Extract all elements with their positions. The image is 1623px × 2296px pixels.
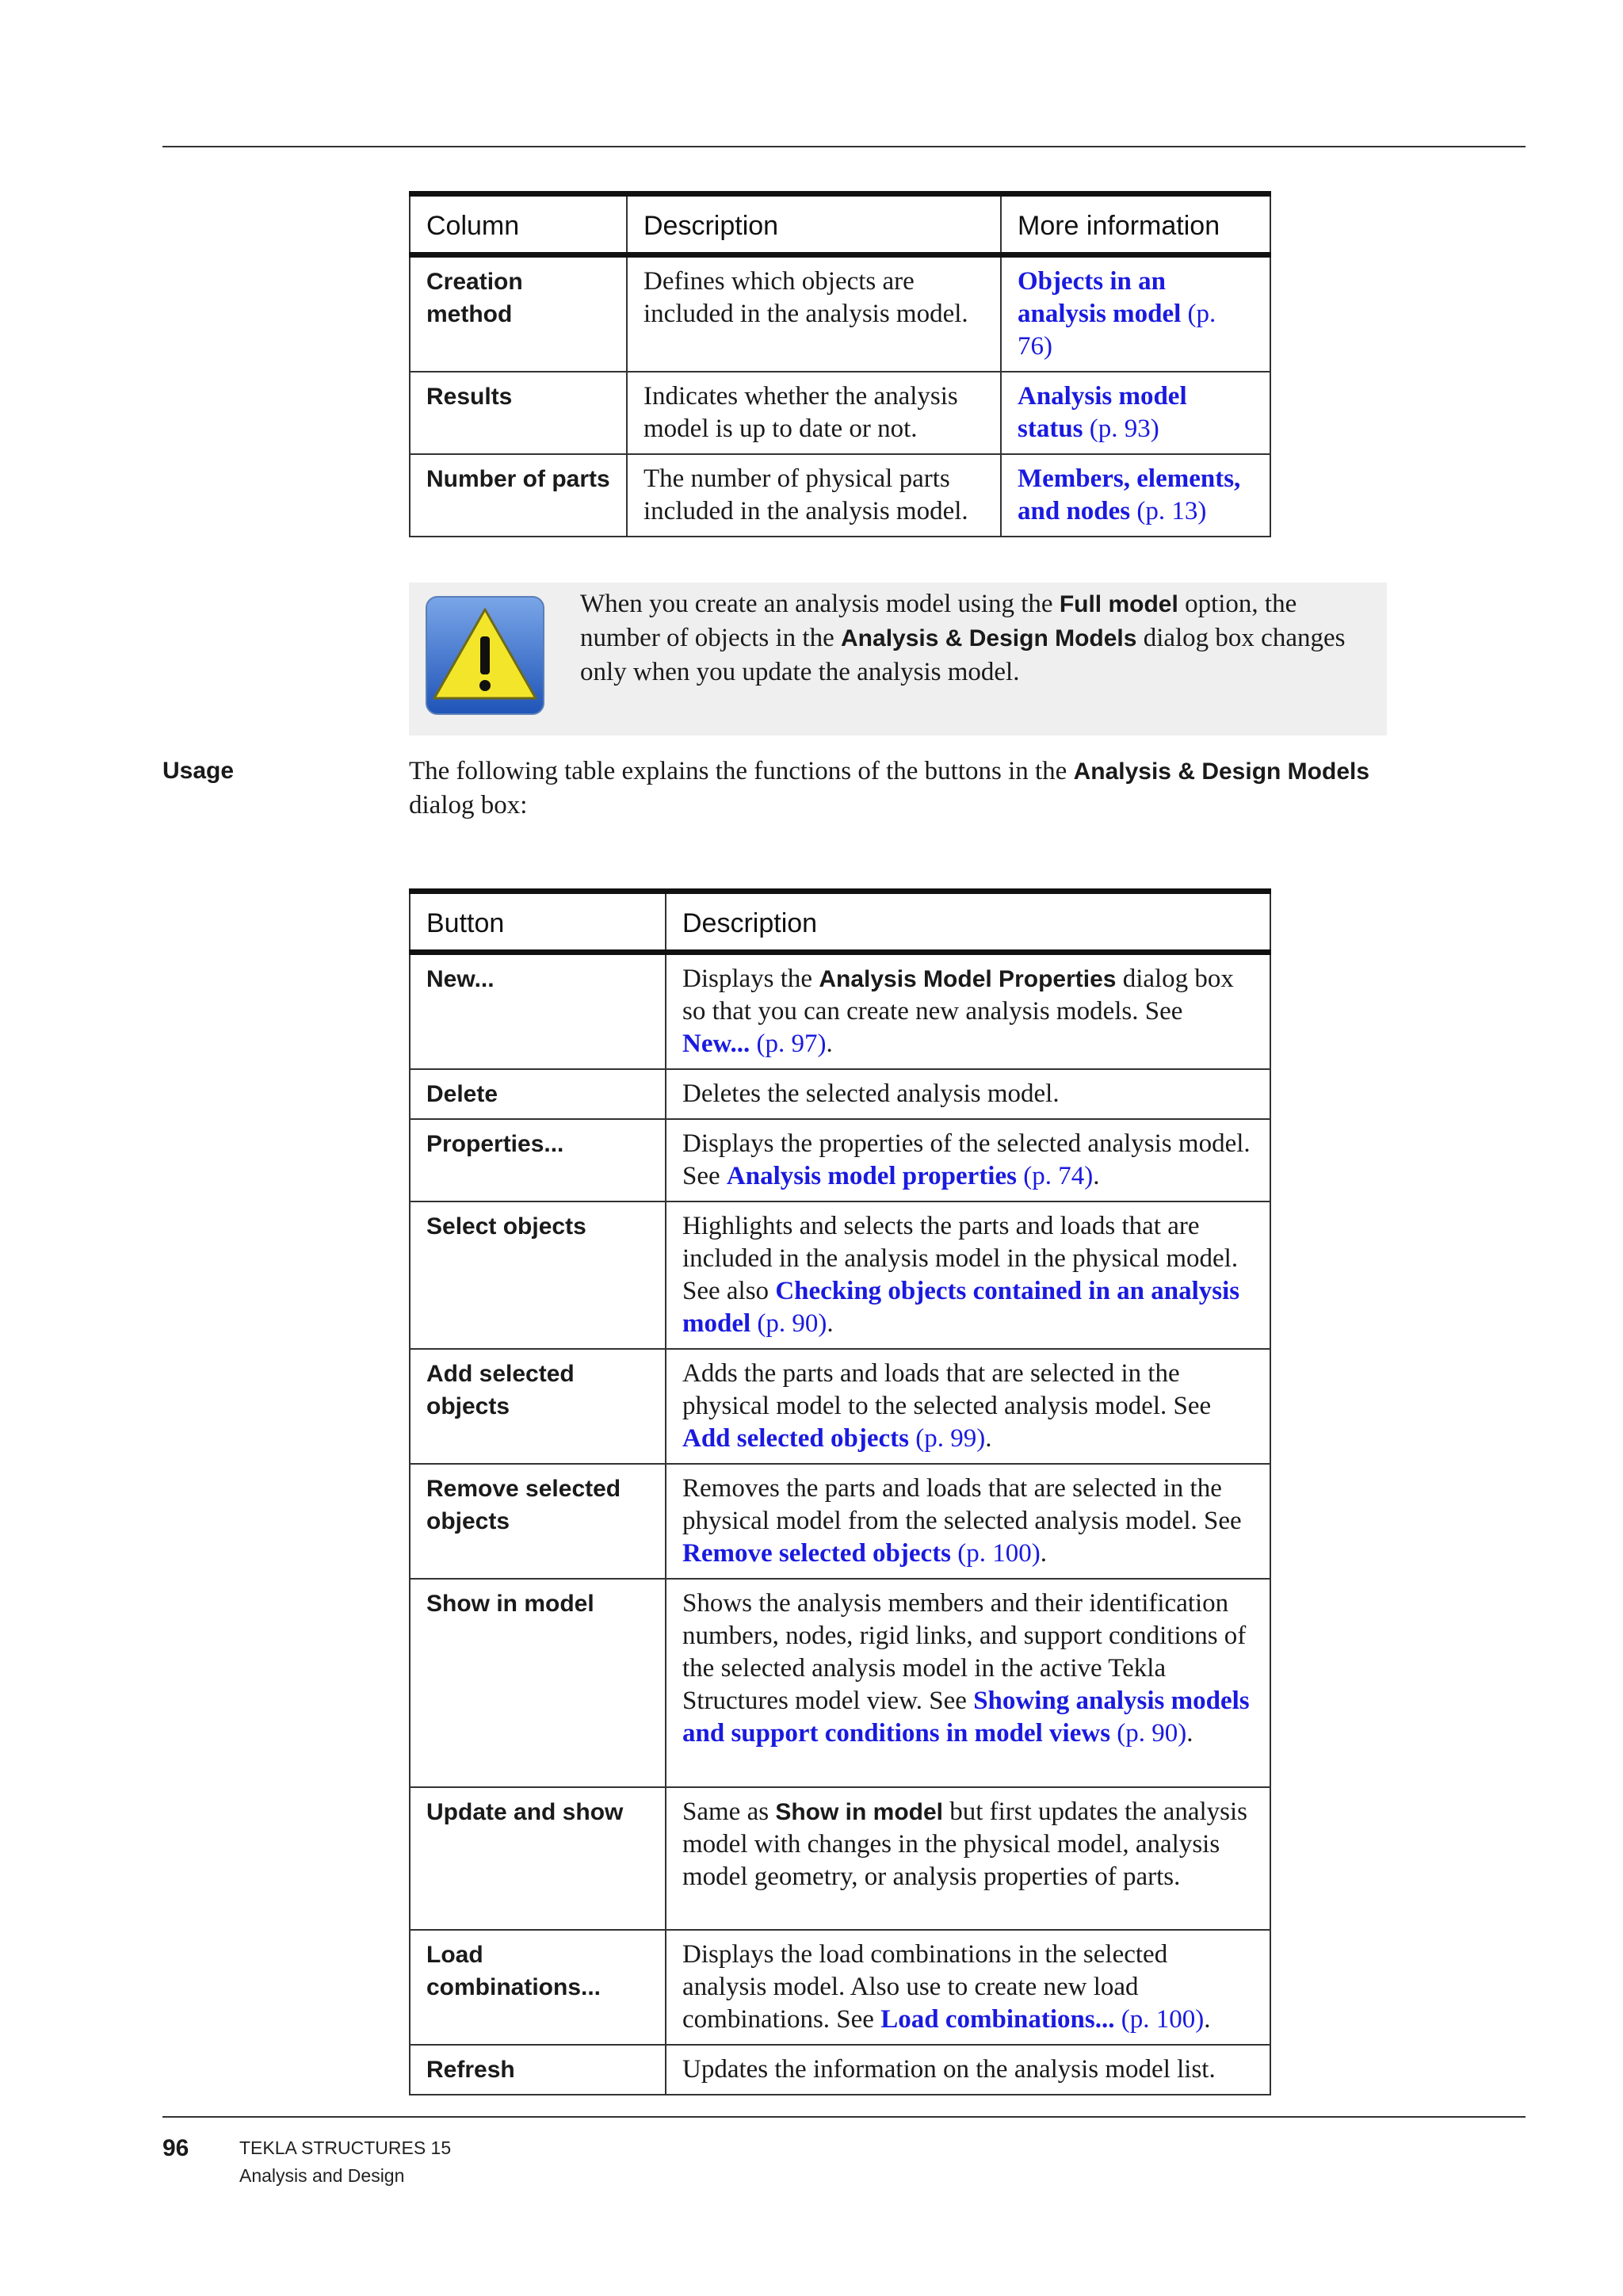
row-description: Removes the parts and loads that are selected in the physical model from the selected analysis model. See Remove selected objects (p. 100). (666, 1464, 1270, 1579)
button-header: Button (410, 892, 666, 953)
cross-reference-link[interactable]: Load combinations... (p. 100) (880, 2005, 1205, 2034)
row-key: Load combinations... (410, 1930, 666, 2045)
footer-section: Analysis and Design (239, 2165, 405, 2186)
table-row (410, 1069, 1270, 1119)
row-key: Show in model (410, 1579, 666, 1787)
buttons-table (409, 888, 1271, 2095)
usage-paragraph: The following table explains the functions of the buttons in the Analysis & Design Models dialog box: (409, 757, 1370, 819)
table-row (410, 2045, 1270, 2095)
page-number: 96 (162, 2135, 189, 2161)
row-description: Displays the Analysis Model Properties dialog box so that you can create new analysis models. See New... (p. 97). (666, 953, 1270, 1070)
more-information-header: More information (1001, 194, 1270, 255)
cross-reference-link[interactable]: Add selected objects (p. 99) (682, 1424, 986, 1453)
note-text: When you create an analysis model using the Full model option, the number of objects in the Analysis & Design Models dialog box changes only when you update the analysis model. (580, 590, 1346, 686)
cross-reference-link[interactable]: Analysis model properties (p. 74) (726, 1162, 1094, 1190)
row-description: Defines which objects are included in the analysis model. (627, 255, 1001, 372)
table-row (410, 1787, 1270, 1930)
row-description: Displays the properties of the selected analysis model. See Analysis model properties (p. 74). (666, 1119, 1270, 1201)
row-key: Refresh (410, 2045, 666, 2095)
description-header: Description (627, 194, 1001, 255)
row-key: Select objects (410, 1201, 666, 1349)
warning-icon (425, 595, 545, 716)
cross-reference-link[interactable]: Objects in an analysis model (p. 76) (1018, 267, 1216, 361)
row-key: Delete (410, 1069, 666, 1119)
row-description: The number of physical parts included in the analysis model. (627, 454, 1001, 537)
table-row (410, 953, 1270, 1070)
table-row (410, 255, 1270, 372)
row-description: Same as Show in model but first updates the analysis model with changes in the physical model, analysis model geometry, or analysis properties of parts. (666, 1787, 1270, 1930)
row-key: New... (410, 953, 666, 1070)
table-row (410, 1201, 1270, 1349)
columns-table (409, 191, 1271, 537)
table-row (410, 1579, 1270, 1787)
row-key: Remove selected objects (410, 1464, 666, 1579)
table-row (410, 454, 1270, 537)
table-row (410, 1119, 1270, 1201)
cross-reference-link[interactable]: Showing analysis models and support conditions in model views (p. 90) (682, 1687, 1250, 1748)
footer-rule (162, 2116, 1526, 2118)
cross-reference-link[interactable]: Checking objects contained in an analysis model (p. 90) (682, 1277, 1240, 1338)
row-key: Creation method (410, 255, 627, 372)
table-row (410, 1464, 1270, 1579)
cross-reference-link[interactable]: New... (p. 97) (682, 1030, 827, 1058)
row-description: Deletes the selected analysis model. (666, 1069, 1270, 1119)
usage-heading: Usage (162, 758, 235, 784)
row-description: Updates the information on the analysis model list. (666, 2045, 1270, 2095)
table-row (410, 372, 1270, 454)
table-row (410, 1930, 1270, 2045)
row-key: Add selected objects (410, 1349, 666, 1464)
row-key: Properties... (410, 1119, 666, 1201)
row-description: Shows the analysis members and their identification numbers, nodes, rigid links, and support conditions of the selected analysis model in the active Tekla Structures model view. See Showing analysis models and support conditions in model views (p. 90). (666, 1579, 1270, 1787)
cross-reference-link[interactable]: Remove selected objects (p. 100) (682, 1539, 1041, 1568)
row-key: Update and show (410, 1787, 666, 1930)
header-rule (162, 146, 1526, 147)
description-header: Description (666, 892, 1270, 953)
row-description: Displays the load combinations in the selected analysis model. Also use to create new load combinations. See Load combinations... (p. 100). (666, 1930, 1270, 2045)
column-header: Column (410, 194, 627, 255)
table-row (410, 1349, 1270, 1464)
cross-reference-link[interactable]: Analysis model status (p. 93) (1018, 382, 1187, 443)
row-description: Highlights and selects the parts and loads that are included in the analysis model in the physical model. See also Checking objects contained in an analysis model (p. 90). (666, 1201, 1270, 1349)
row-key: Number of parts (410, 454, 627, 537)
row-key: Results (410, 372, 627, 454)
cross-reference-link[interactable]: Members, elements, and nodes (p. 13) (1018, 464, 1241, 525)
row-description: Adds the parts and loads that are selected in the physical model to the selected analysis model. See Add selected objects (p. 99). (666, 1349, 1270, 1464)
row-description: Indicates whether the analysis model is up to date or not. (627, 372, 1001, 454)
footer-product: TEKLA STRUCTURES 15 (239, 2137, 452, 2158)
caution-note (409, 583, 1387, 735)
